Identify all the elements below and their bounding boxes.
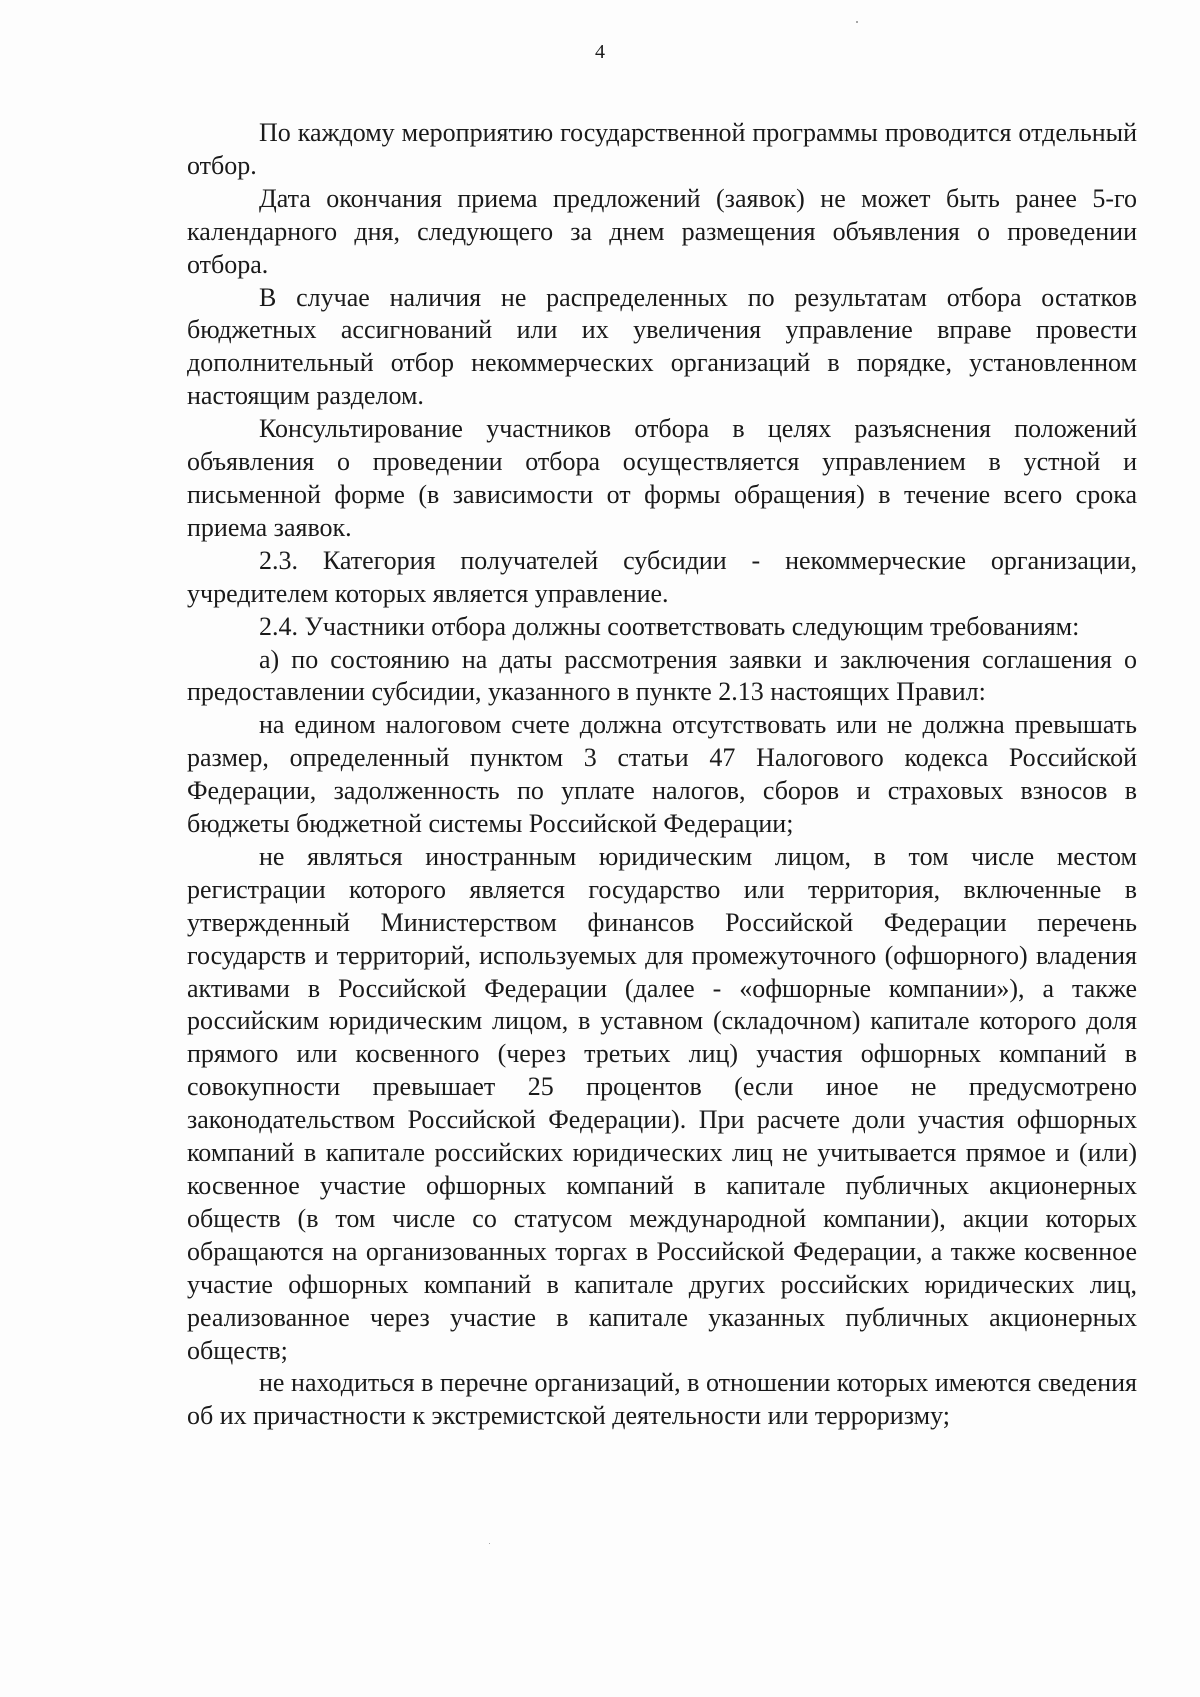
paragraph: В случае наличия не распределенных по результатам отбора остатков бюджетных ассигнований или их увеличения управление вправе провести дополнительный отбор некоммерческих организаций в порядке, установленном настоящим разделом.: [187, 282, 1137, 411]
paragraph: не являться иностранным юридическим лицом, в том числе местом регистрации которого является государство или территория, включенные в утвержденный Министерством финансов Российской Федерации перечень государств и территорий, используемых для промежуточного (офшорного) владения активами в Российской Федерации (далее - «офшорные компании»), а также российским юридическим лицом, в уставном (складочном) капитале которого доля прямого или косвенного (через третьих лиц) участия офшорных компаний в совокупности превышает 25 процентов (если иное не предусмотрено законодательством Российской Федерации). При расчете доли участия офшорных компаний в капитале российских юридических лиц не учитывается прямое и (или) косвенное участие офшорных компаний в капитале публичных акционерных обществ (в том числе со статусом международной компании), акции которых обращаются на организованных торгах в Российской Федерации, а также косвенное участие офшорных компаний в капитале других российских юридических лиц, реализованное через участие в капитале указанных публичных акционерных обществ;: [187, 841, 1137, 1365]
scan-speck: [489, 1543, 490, 1544]
paragraph: По каждому мероприятию государственной программы проводится отдельный отбор.: [187, 118, 1137, 180]
paragraph: а) по состоянию на даты рассмотрения заявки и заключения соглашения о предоставлении субсидии, указанного в пункте 2.13 настоящих Правил:: [187, 644, 1137, 707]
paragraph: не находиться в перечне организаций, в отношении которых имеются сведения об их причастности к экстремистской деятельности или терроризму;: [187, 1368, 1137, 1431]
document-body: [187, 117, 1137, 1433]
page-number: 4: [595, 41, 605, 63]
paragraph: Дата окончания приема предложений (заявок) не может быть ранее 5-го календарного дня, следующего за днем размещения объявления о проведении отбора.: [187, 183, 1137, 279]
paragraph: Консультирование участников отбора в целях разъяснения положений объявления о проведении отбора осуществляется управлением в устной и письменной форме (в зависимости от формы обращения) в течение всего срока приема заявок.: [187, 414, 1137, 542]
scan-speck: [856, 21, 858, 23]
paragraph: 2.3. Категория получателей субсидии - некоммерческие организации, учредителем которых является управление.: [187, 545, 1137, 608]
paragraph: на едином налоговом счете должна отсутствовать или не должна превышать размер, определенный пунктом 3 статьи 47 Налогового кодекса Российской Федерации, задолженность по уплате налогов, сборов и страховых взносов в бюджеты бюджетной системы Российской Федерации;: [187, 710, 1137, 839]
paragraph: 2.4. Участники отбора должны соответствовать следующим требованиям:: [259, 611, 1080, 641]
